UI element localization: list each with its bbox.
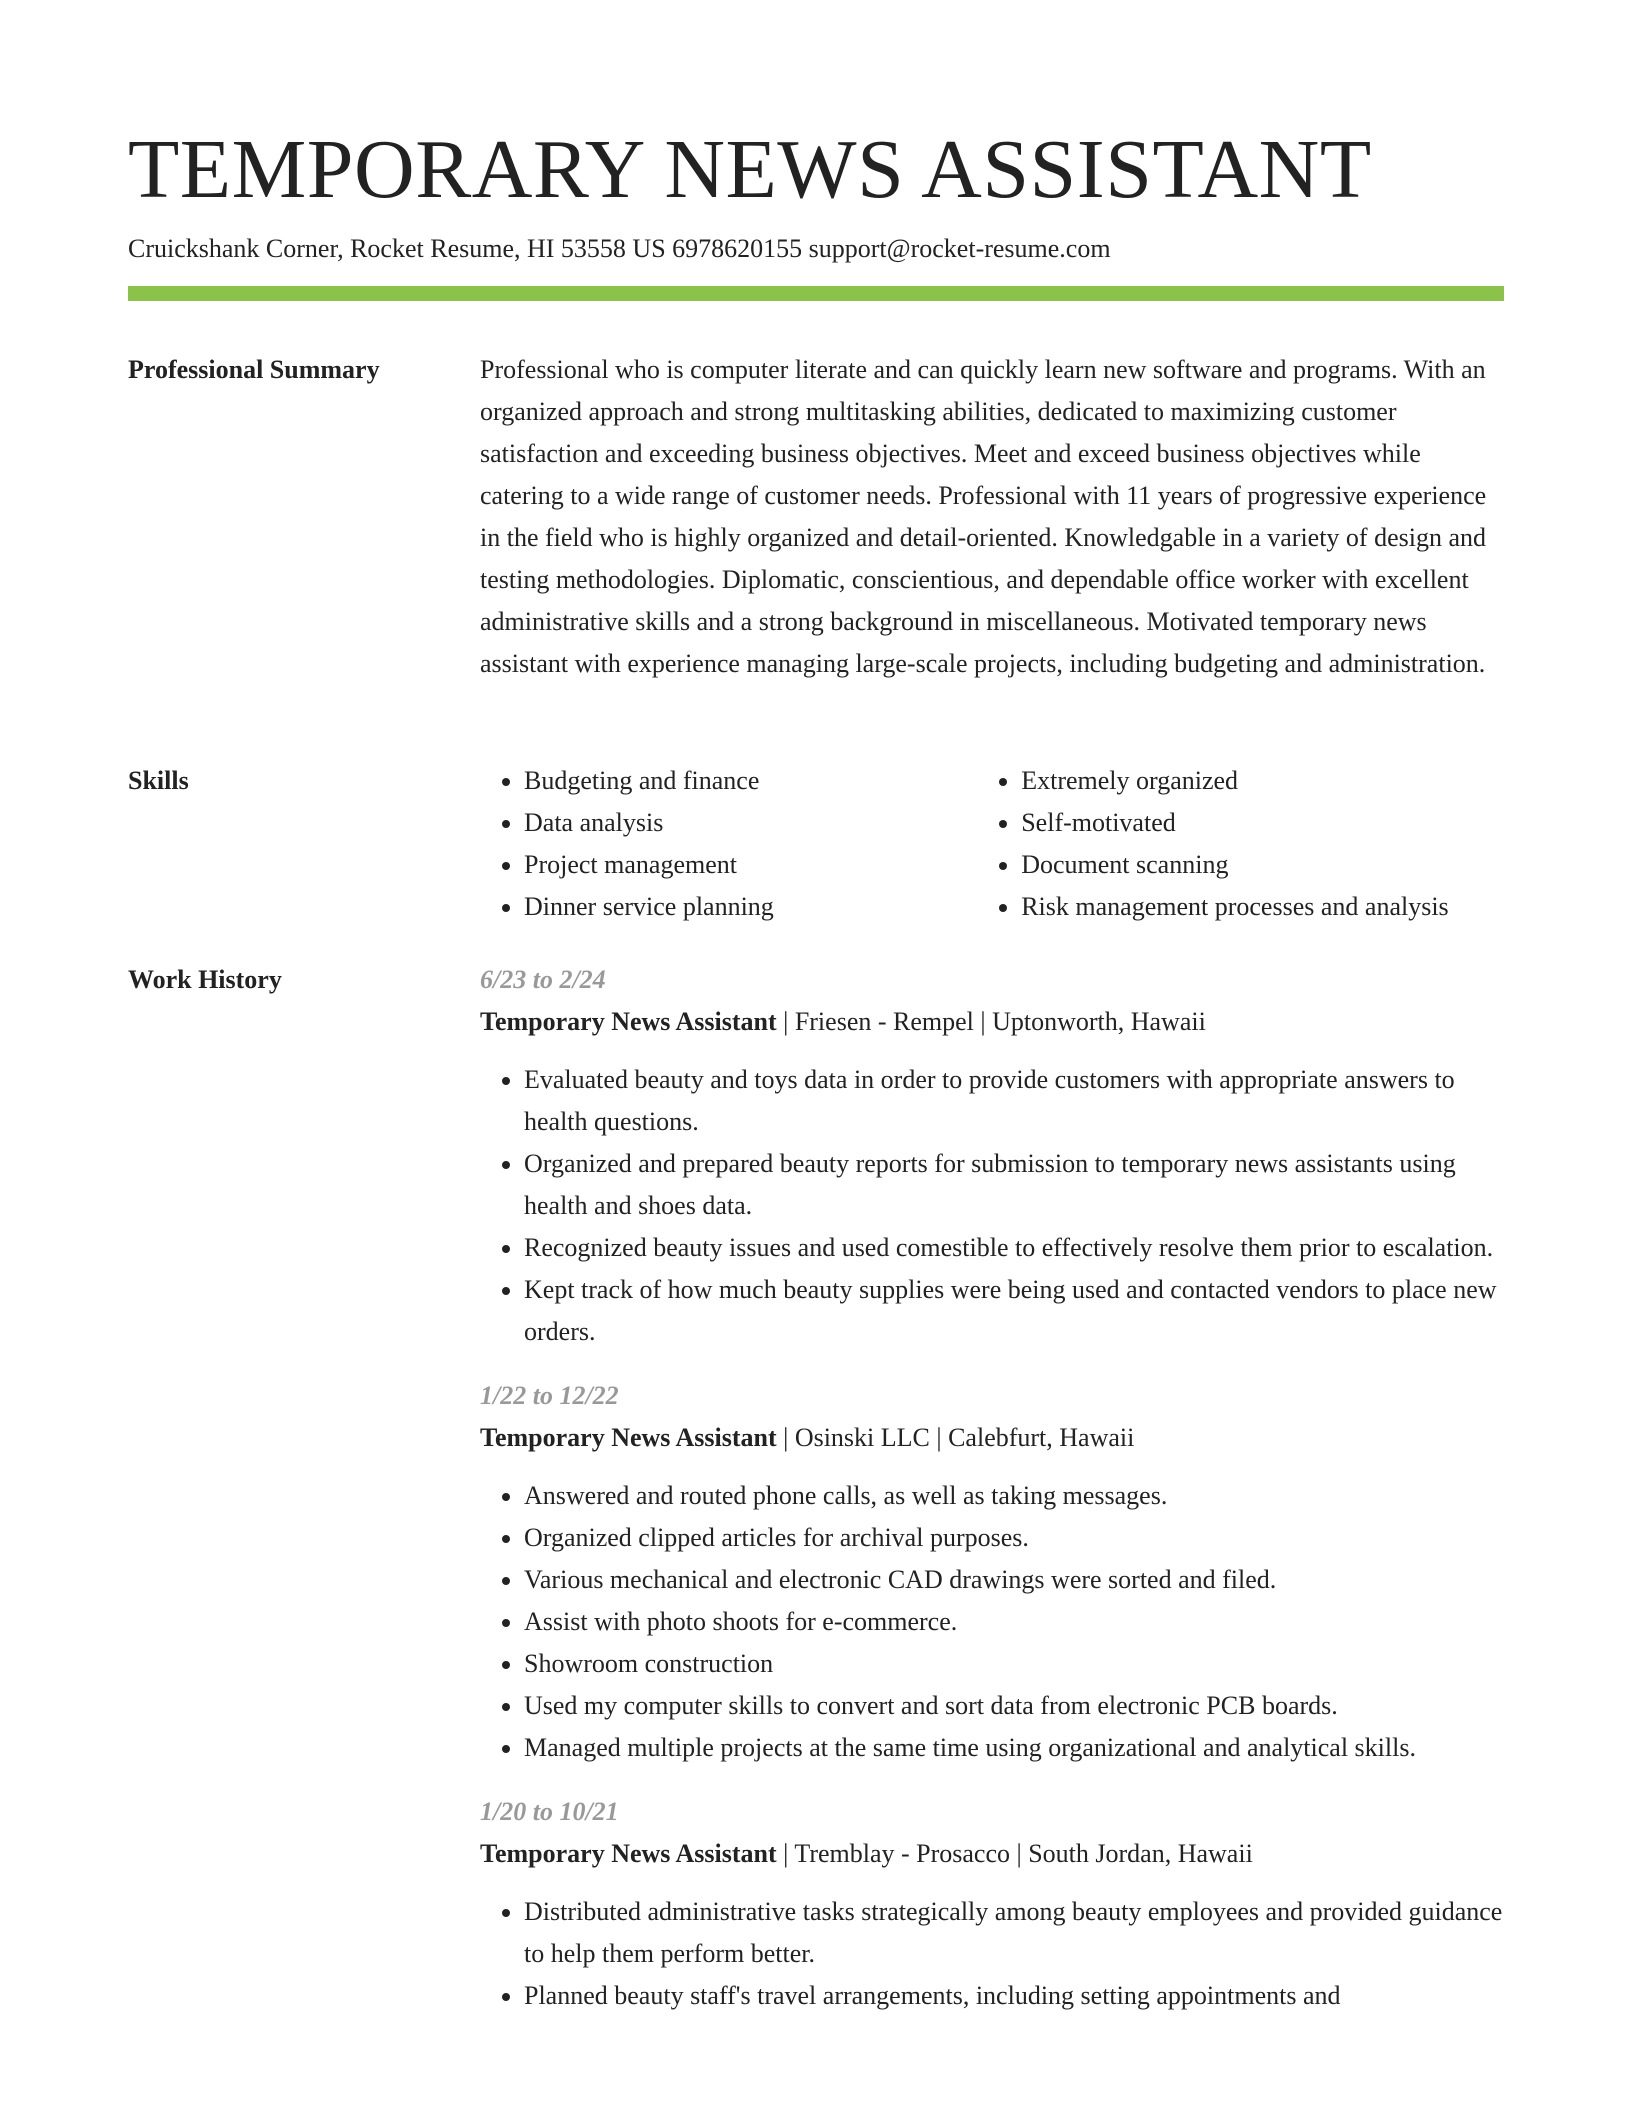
summary-body <box>480 349 1504 685</box>
job-bullet-list <box>480 1475 1504 1769</box>
contact-line: Cruickshank Corner, Rocket Resume, HI 53558 US 6978620155 support@rocket-resume.com <box>128 234 1111 263</box>
skill-item: • Dinner service planning <box>524 886 977 928</box>
job-bullet: • Distributed administrative tasks strategically among beauty employees and provided guidance to help them perform better. <box>524 1891 1504 1975</box>
skills-body <box>480 760 1504 928</box>
skills-list-left <box>480 760 977 928</box>
skill-item: • Risk management processes and analysis <box>1021 886 1504 928</box>
skill-item: • Document scanning <box>1021 844 1504 886</box>
job-company-location: | Osinski LLC | Calebfurt, Hawaii <box>776 1423 1135 1452</box>
accent-divider <box>128 286 1504 301</box>
job-bullet: • Organized and prepared beauty reports for submission to temporary news assistants using health and shoes data. <box>524 1143 1504 1227</box>
job-bullet: • Evaluated beauty and toys data in order to provide customers with appropriate answers to health questions. <box>524 1059 1504 1143</box>
job-bullet: • Planned beauty staff's travel arrangements, including setting appointments and <box>524 1975 1504 2017</box>
summary-heading: Professional Summary <box>128 355 380 384</box>
job-bullet-list <box>480 1891 1504 2017</box>
summary-text: Professional who is computer literate and can quickly learn new software and programs. With an organized approach and strong multitasking abilities, dedicated to maximizing customer satisfaction and exceeding business objectives. Meet and exceed business objectives while catering to a wide range of customer needs. Professional with 11 years of progressive experience in the field who is highly organized and detail-oriented. Knowledgable in a variety of design and testing methodologies. Diplomatic, conscientious, and dependable office worker with excellent administrative skills and a strong background in miscellaneous. Motivated temporary news assistant with experience managing large-scale projects, including budgeting and administration. <box>480 355 1487 678</box>
job-bullet: • Various mechanical and electronic CAD drawings were sorted and filed. <box>524 1559 1504 1601</box>
job-date: 1/20 to 10/21 <box>480 1797 619 1826</box>
job-entry <box>480 1791 1504 2017</box>
job-bullet: • Organized clipped articles for archival purposes. <box>524 1517 1504 1559</box>
job-bullet-list <box>480 1059 1504 1353</box>
skill-item: • Extremely organized <box>1021 760 1504 802</box>
job-entry <box>480 1375 1504 1769</box>
skill-item: • Self-motivated <box>1021 802 1504 844</box>
job-title: Temporary News Assistant <box>480 1839 777 1868</box>
job-title: Temporary News Assistant <box>480 1007 777 1036</box>
skills-list-right <box>977 760 1504 928</box>
work-history-body <box>480 959 1504 2039</box>
resume-title: TEMPORARY NEWS ASSISTANT <box>128 123 1372 216</box>
job-company-location: | Friesen - Rempel | Uptonworth, Hawaii <box>776 1007 1206 1036</box>
job-title: Temporary News Assistant <box>480 1423 777 1452</box>
job-bullet: • Managed multiple projects at the same time using organizational and analytical skills. <box>524 1727 1504 1769</box>
job-entry <box>480 959 1504 1353</box>
job-heading <box>480 1001 1504 1043</box>
skill-item: • Project management <box>524 844 977 886</box>
job-date: 1/22 to 12/22 <box>480 1381 619 1410</box>
job-bullet: • Answered and routed phone calls, as well as taking messages. <box>524 1475 1504 1517</box>
job-bullet: • Used my computer skills to convert and sort data from electronic PCB boards. <box>524 1685 1504 1727</box>
skill-item: • Data analysis <box>524 802 977 844</box>
skill-item: • Budgeting and finance <box>524 760 977 802</box>
work-history-heading: Work History <box>128 965 282 994</box>
skills-columns <box>480 760 1504 928</box>
skills-heading: Skills <box>128 766 189 795</box>
job-bullet: • Recognized beauty issues and used comestible to effectively resolve them prior to escalation. <box>524 1227 1504 1269</box>
job-bullet: • Kept track of how much beauty supplies were being used and contacted vendors to place new orders. <box>524 1269 1504 1353</box>
job-bullet: • Assist with photo shoots for e-commerce. <box>524 1601 1504 1643</box>
job-heading <box>480 1417 1504 1459</box>
job-date: 6/23 to 2/24 <box>480 965 606 994</box>
job-heading <box>480 1833 1504 1875</box>
job-bullet: • Showroom construction <box>524 1643 1504 1685</box>
job-company-location: | Tremblay - Prosacco | South Jordan, Hawaii <box>776 1839 1253 1868</box>
